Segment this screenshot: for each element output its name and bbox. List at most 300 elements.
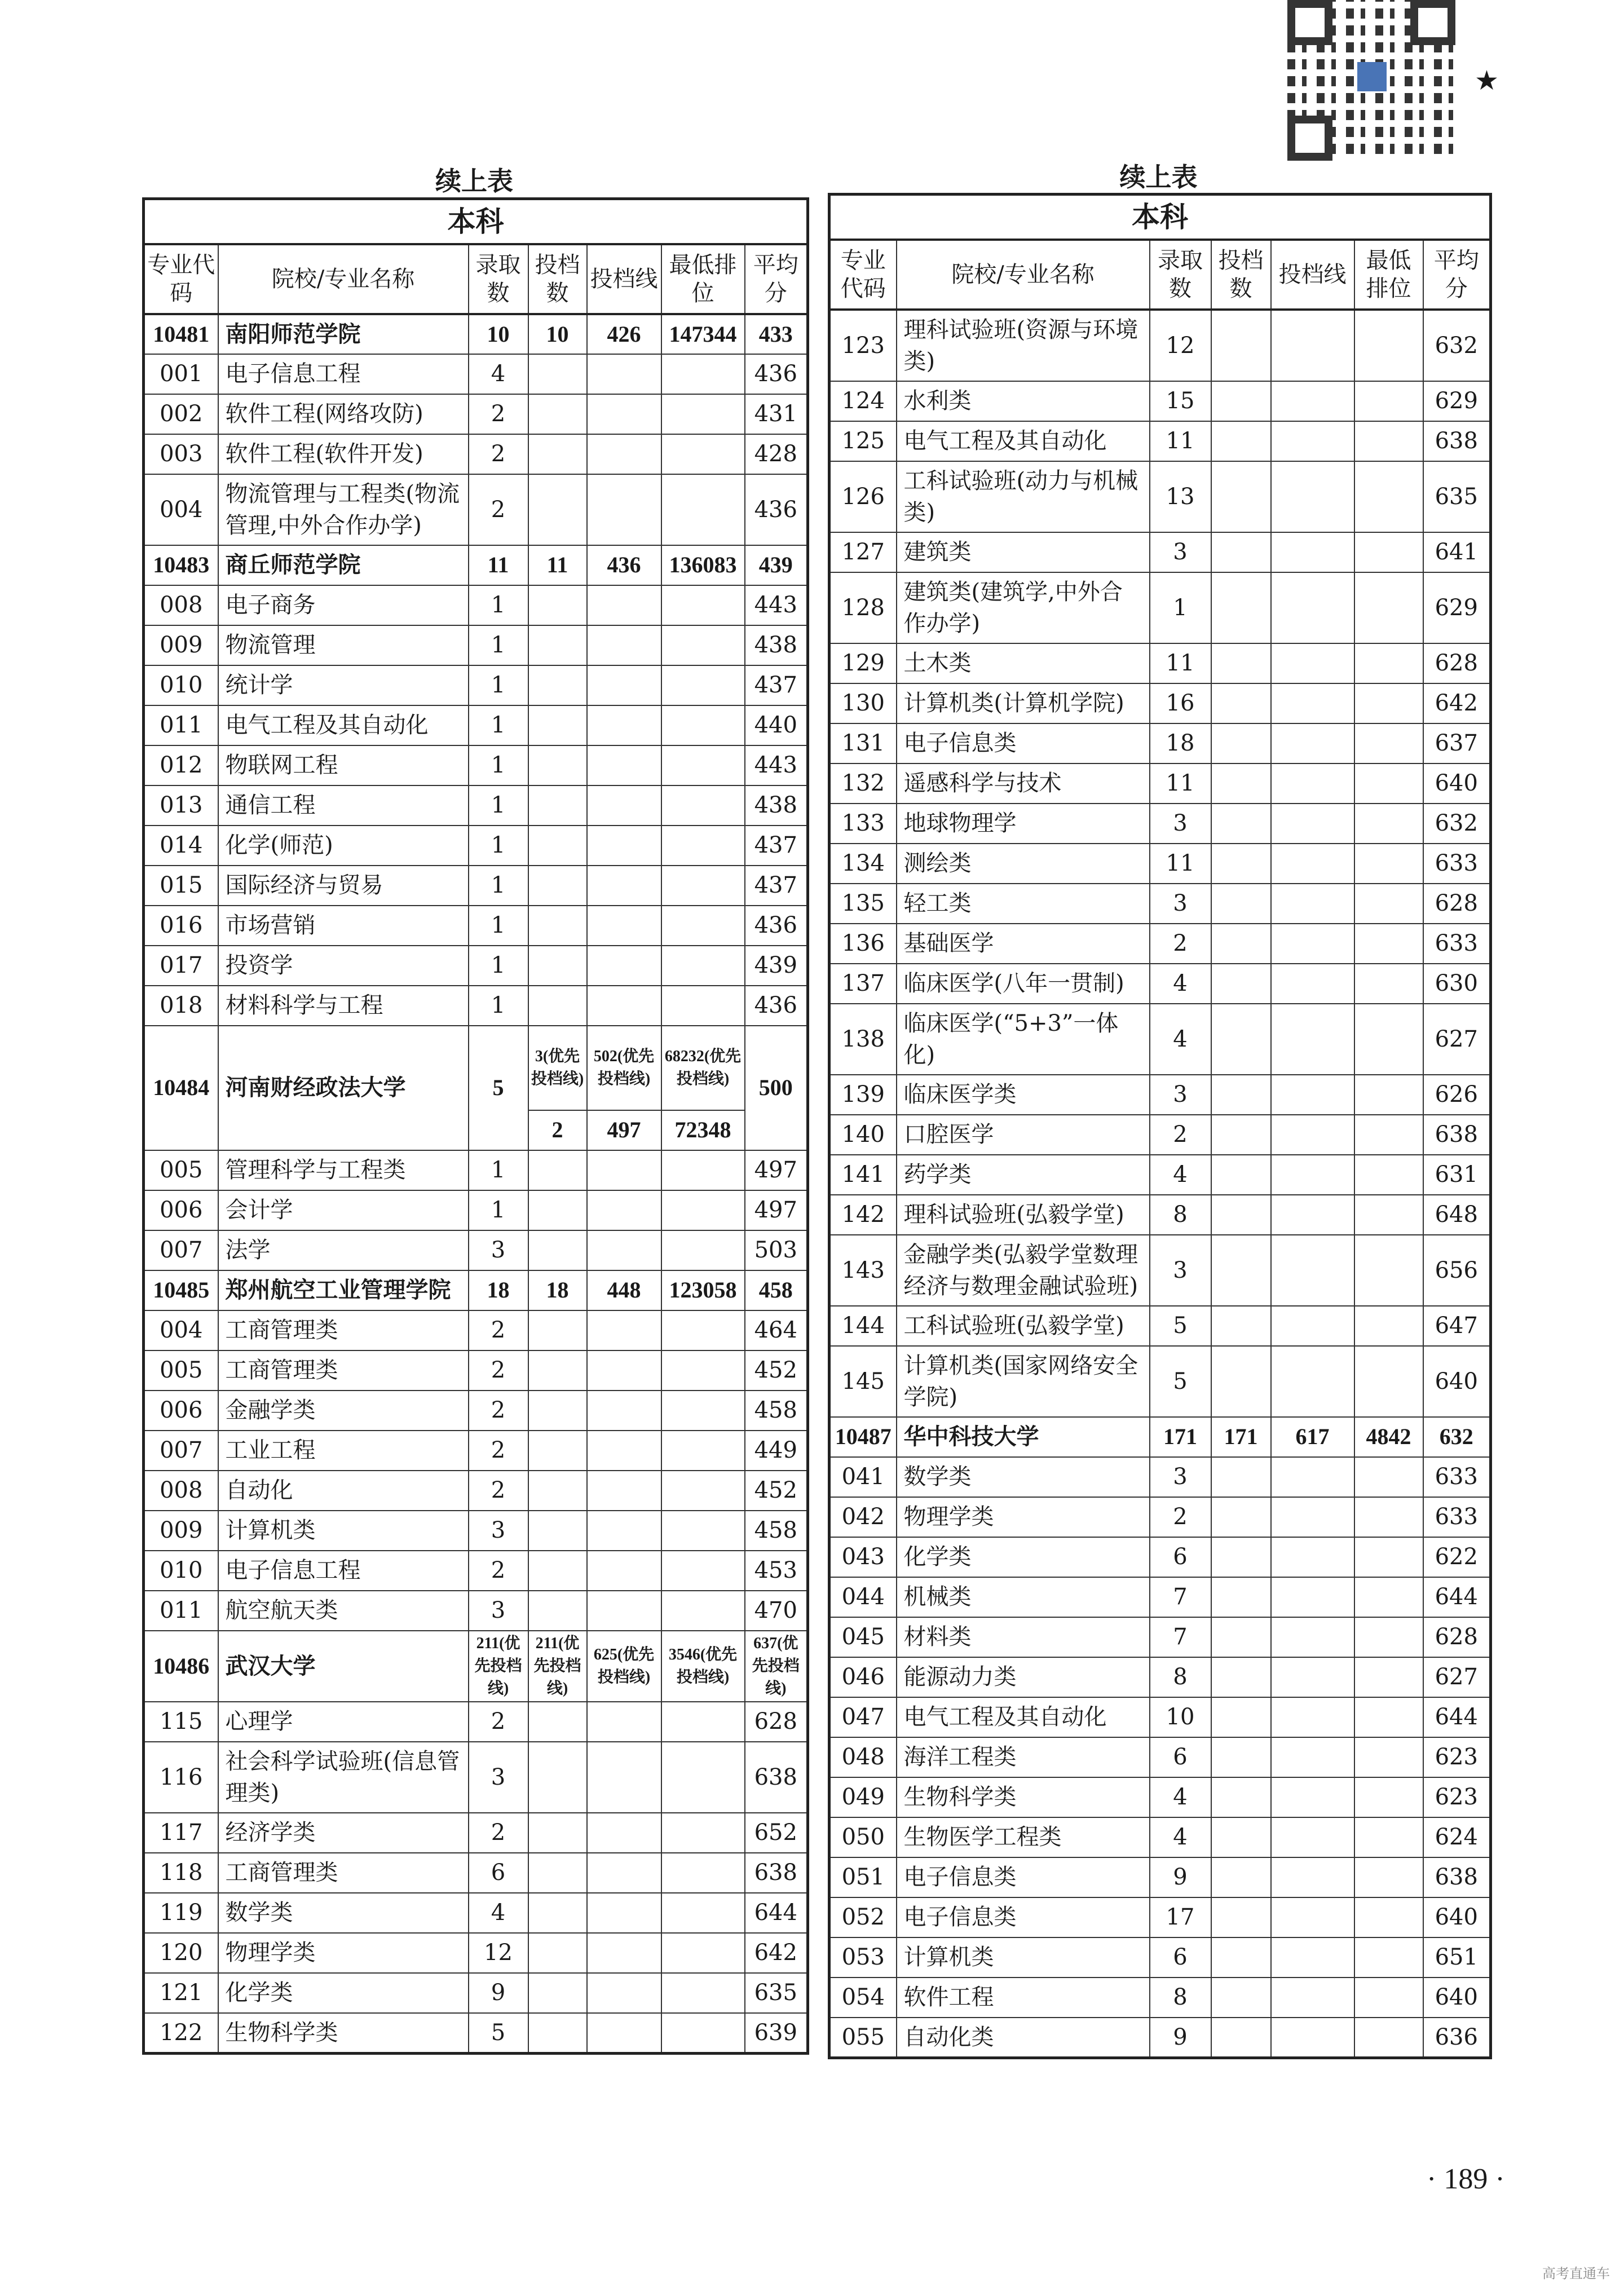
lowest-rank-cell — [661, 1310, 745, 1350]
code-cell: 128 — [829, 572, 897, 643]
filing-score-cell — [1271, 572, 1354, 643]
filed-count-cell — [528, 1933, 587, 1973]
major-row — [144, 1933, 808, 1973]
major-row — [144, 354, 808, 394]
average-score-cell: 623 — [1423, 1737, 1491, 1777]
major-row — [829, 1857, 1491, 1897]
filed-count-cell — [1211, 1004, 1271, 1075]
filing-score-cell — [587, 434, 661, 474]
name-cell: 软件工程 — [897, 1978, 1150, 2018]
admitted-cell: 2 — [469, 1350, 528, 1391]
average-score-cell: 644 — [1423, 1697, 1491, 1737]
admitted-cell: 5 — [469, 2013, 528, 2054]
filing-score-cell — [1271, 763, 1354, 804]
code-cell: 005 — [144, 1150, 218, 1190]
filed-count-cell — [528, 1310, 587, 1350]
average-score-cell: 440 — [745, 705, 808, 745]
average-score-cell: 632 — [1423, 1417, 1491, 1457]
average-score-cell: 458 — [745, 1391, 808, 1431]
name-cell: 生物医学工程类 — [897, 1817, 1150, 1857]
filing-score-cell — [587, 1511, 661, 1551]
filed-count-cell — [1211, 1195, 1271, 1235]
filing-score-cell: 448 — [587, 1270, 661, 1310]
average-score-cell: 639 — [745, 2013, 808, 2054]
lowest-rank-cell — [661, 394, 745, 434]
code-cell: 044 — [829, 1577, 897, 1617]
filed-count-cell — [528, 434, 587, 474]
major-row — [829, 964, 1491, 1004]
major-row — [144, 1350, 808, 1391]
name-cell: 郑州航空工业管理学院 — [218, 1270, 469, 1310]
filing-score-cell — [1271, 381, 1354, 421]
institution-row — [144, 1026, 808, 1110]
average-score-cell: 648 — [1423, 1195, 1491, 1235]
filed-count-cell — [1211, 1737, 1271, 1777]
filed-count-cell — [1211, 1978, 1271, 2018]
major-row — [829, 1004, 1491, 1075]
filed-count-cell — [528, 785, 587, 826]
column-header-name: 院校/专业名称 — [897, 240, 1150, 310]
filed-count-cell — [528, 946, 587, 986]
admitted-cell: 3 — [1150, 1457, 1211, 1497]
lowest-rank-cell: 147344 — [661, 314, 745, 354]
code-cell: 045 — [829, 1617, 897, 1657]
admitted-cell: 3 — [469, 1511, 528, 1551]
admitted-cell: 18 — [469, 1270, 528, 1310]
lowest-rank-cell: 72348 — [661, 1110, 745, 1150]
admitted-cell: 7 — [1150, 1577, 1211, 1617]
name-cell: 自动化类 — [897, 2018, 1150, 2058]
admitted-cell: 1 — [469, 745, 528, 785]
average-score-cell: 470 — [745, 1591, 808, 1631]
name-cell: 化学类 — [897, 1537, 1150, 1577]
name-cell: 计算机类(国家网络安全学院) — [897, 1346, 1150, 1417]
major-row — [829, 1306, 1491, 1346]
admitted-cell: 3 — [469, 1591, 528, 1631]
code-cell: 009 — [144, 1511, 218, 1551]
filing-score-cell — [587, 474, 661, 545]
name-cell: 电气工程及其自动化 — [218, 705, 469, 745]
code-cell: 121 — [144, 1973, 218, 2013]
filed-count-cell — [528, 1230, 587, 1270]
major-row — [829, 1155, 1491, 1195]
filed-count-cell — [1211, 1457, 1271, 1497]
filed-count-cell — [528, 1893, 587, 1933]
filing-score-cell — [1271, 1697, 1354, 1737]
admitted-cell: 2 — [1150, 1115, 1211, 1155]
code-cell: 138 — [829, 1004, 897, 1075]
filed-count-cell — [1211, 1577, 1271, 1617]
filing-score-cell — [587, 2013, 661, 2054]
lowest-rank-cell — [661, 1853, 745, 1893]
lowest-rank-cell — [1354, 924, 1423, 964]
admitted-cell: 1 — [469, 1150, 528, 1190]
code-cell: 140 — [829, 1115, 897, 1155]
admitted-cell: 4 — [469, 354, 528, 394]
code-cell: 144 — [829, 1306, 897, 1346]
filing-score-cell — [587, 354, 661, 394]
filed-count-cell — [1211, 1115, 1271, 1155]
major-row — [829, 2018, 1491, 2058]
code-cell: 010 — [144, 665, 218, 705]
average-score-cell: 627 — [1423, 1004, 1491, 1075]
filed-count-cell — [1211, 1075, 1271, 1115]
code-cell: 136 — [829, 924, 897, 964]
major-row — [144, 1551, 808, 1591]
name-cell: 经济学类 — [218, 1813, 469, 1853]
average-score-cell: 439 — [745, 946, 808, 986]
filed-count-cell — [528, 866, 587, 906]
lowest-rank-cell — [1354, 1697, 1423, 1737]
filed-count-cell — [1211, 683, 1271, 723]
filing-score-cell — [1271, 1937, 1354, 1978]
average-score-cell: 630 — [1423, 964, 1491, 1004]
admitted-cell: 171 — [1150, 1417, 1211, 1457]
average-score-cell: 633 — [1423, 844, 1491, 884]
average-score-cell: 443 — [745, 745, 808, 785]
name-cell: 统计学 — [218, 665, 469, 705]
name-cell: 数学类 — [897, 1457, 1150, 1497]
name-cell: 材料类 — [897, 1617, 1150, 1657]
column-header-filed-count: 投档数 — [1211, 240, 1271, 310]
name-cell: 海洋工程类 — [897, 1737, 1150, 1777]
filing-score-cell — [587, 1310, 661, 1350]
admitted-cell: 2 — [1150, 1497, 1211, 1537]
major-row — [829, 1457, 1491, 1497]
code-cell: 117 — [144, 1813, 218, 1853]
lowest-rank-cell — [1354, 381, 1423, 421]
admitted-cell: 2 — [469, 1471, 528, 1511]
code-cell: 042 — [829, 1497, 897, 1537]
code-cell: 050 — [829, 1817, 897, 1857]
lowest-rank-cell — [661, 1391, 745, 1431]
filing-score-cell — [1271, 1457, 1354, 1497]
institution-row — [829, 1417, 1491, 1457]
code-cell: 052 — [829, 1897, 897, 1937]
code-cell: 006 — [144, 1391, 218, 1431]
lowest-rank-cell — [661, 1350, 745, 1391]
admitted-cell: 11 — [469, 545, 528, 585]
code-cell: 005 — [144, 1350, 218, 1391]
average-score-cell: 638 — [1423, 1115, 1491, 1155]
lowest-rank-cell — [661, 1933, 745, 1973]
name-cell: 管理科学与工程类 — [218, 1150, 469, 1190]
code-cell: 120 — [144, 1933, 218, 1973]
major-row — [829, 1115, 1491, 1155]
lowest-rank-cell — [1354, 1897, 1423, 1937]
average-score-cell: 622 — [1423, 1537, 1491, 1577]
name-cell: 软件工程(网络攻防) — [218, 394, 469, 434]
filing-score-cell — [1271, 1075, 1354, 1115]
major-row — [829, 844, 1491, 884]
major-row — [144, 625, 808, 665]
average-score-cell: 436 — [745, 474, 808, 545]
filed-count-cell — [1211, 532, 1271, 572]
filing-score-cell: 502(优先投档线) — [587, 1026, 661, 1110]
filing-score-cell — [1271, 804, 1354, 844]
filing-score-cell — [587, 1591, 661, 1631]
admitted-cell: 10 — [469, 314, 528, 354]
code-cell: 003 — [144, 434, 218, 474]
name-cell: 测绘类 — [897, 844, 1150, 884]
name-cell: 电子信息类 — [897, 1857, 1150, 1897]
lowest-rank-cell — [661, 1893, 745, 1933]
code-cell: 124 — [829, 381, 897, 421]
average-score-cell: 644 — [745, 1893, 808, 1933]
average-score-cell: 640 — [1423, 1897, 1491, 1937]
filed-count-cell: 171 — [1211, 1417, 1271, 1457]
major-row — [144, 585, 808, 625]
filing-score-cell — [587, 1742, 661, 1813]
footer-brand: 高考直通车 — [1542, 2266, 1610, 2281]
lowest-rank-cell — [1354, 844, 1423, 884]
filing-score-cell: 436 — [587, 545, 661, 585]
filed-count-cell — [1211, 804, 1271, 844]
lowest-rank-cell: 136083 — [661, 545, 745, 585]
filed-count-cell — [1211, 1346, 1271, 1417]
filed-count-cell — [528, 665, 587, 705]
name-cell: 河南财经政法大学 — [218, 1026, 469, 1150]
filed-count-cell — [528, 1190, 587, 1230]
filing-score-cell — [1271, 310, 1354, 381]
filing-score-cell — [587, 1391, 661, 1431]
code-cell: 127 — [829, 532, 897, 572]
filing-score-cell — [1271, 1195, 1354, 1235]
filing-score-cell — [1271, 1346, 1354, 1417]
filing-score-cell — [587, 1551, 661, 1591]
filed-count-cell — [1211, 2018, 1271, 2058]
average-score-cell: 633 — [1423, 924, 1491, 964]
lowest-rank-cell — [661, 986, 745, 1026]
name-cell: 化学(师范) — [218, 826, 469, 866]
lowest-rank-cell — [661, 1190, 745, 1230]
filing-score-cell — [587, 1813, 661, 1853]
admitted-cell: 11 — [1150, 421, 1211, 461]
average-score-cell: 628 — [1423, 643, 1491, 683]
name-cell: 电子信息类 — [897, 1897, 1150, 1937]
column-header-filing-score: 投档线 — [1271, 240, 1354, 310]
lowest-rank-cell — [1354, 1817, 1423, 1857]
lowest-rank-cell — [661, 1431, 745, 1471]
code-cell: 053 — [829, 1937, 897, 1978]
column-header-average-score: 平均分 — [745, 244, 808, 314]
code-cell: 004 — [144, 1310, 218, 1350]
filed-count-cell — [528, 745, 587, 785]
average-score-cell: 629 — [1423, 381, 1491, 421]
admitted-cell: 9 — [1150, 2018, 1211, 2058]
admitted-cell: 2 — [469, 1813, 528, 1853]
filing-score-cell: 625(优先投档线) — [587, 1631, 661, 1702]
admitted-cell: 2 — [1150, 924, 1211, 964]
filing-score-cell: 617 — [1271, 1417, 1354, 1457]
major-row — [829, 421, 1491, 461]
filing-score-cell — [1271, 532, 1354, 572]
name-cell: 建筑类(建筑学,中外合作办学) — [897, 572, 1150, 643]
filed-count-cell — [528, 1742, 587, 1813]
admitted-cell: 17 — [1150, 1897, 1211, 1937]
continued-label-left: 续上表 — [435, 166, 513, 196]
name-cell: 市场营销 — [218, 906, 469, 946]
filed-count-cell — [1211, 1817, 1271, 1857]
admitted-cell: 6 — [1150, 1937, 1211, 1978]
average-score-cell: 637 — [1423, 723, 1491, 763]
name-cell: 电气工程及其自动化 — [897, 1697, 1150, 1737]
filing-score-cell — [587, 906, 661, 946]
name-cell: 电子信息工程 — [218, 1551, 469, 1591]
admitted-cell: 1 — [469, 866, 528, 906]
admitted-cell: 8 — [1150, 1195, 1211, 1235]
column-header-lowest-rank: 最低排位 — [661, 244, 745, 314]
lowest-rank-cell — [1354, 2018, 1423, 2058]
major-row — [144, 1893, 808, 1933]
admitted-cell: 3 — [469, 1742, 528, 1813]
admitted-cell: 9 — [469, 1973, 528, 2013]
admitted-cell: 15 — [1150, 381, 1211, 421]
filed-count-cell — [528, 2013, 587, 2054]
name-cell: 计算机类(计算机学院) — [897, 683, 1150, 723]
average-score-cell: 642 — [1423, 683, 1491, 723]
filing-score-cell — [1271, 1155, 1354, 1195]
admitted-cell: 18 — [1150, 723, 1211, 763]
average-score-cell: 439 — [745, 545, 808, 585]
code-cell: 132 — [829, 763, 897, 804]
admitted-cell: 2 — [469, 1391, 528, 1431]
filing-score-cell — [1271, 1777, 1354, 1817]
major-row — [144, 946, 808, 986]
filing-score-cell — [587, 785, 661, 826]
average-score-cell: 437 — [745, 826, 808, 866]
filing-score-cell — [1271, 1004, 1354, 1075]
admitted-cell: 211(优先投档线) — [469, 1631, 528, 1702]
average-score-cell: 458 — [745, 1270, 808, 1310]
major-row — [144, 1391, 808, 1431]
filing-score-cell — [587, 1853, 661, 1893]
section-title-row — [829, 195, 1491, 240]
code-cell: 051 — [829, 1857, 897, 1897]
lowest-rank-cell: 3546(优先投档线) — [661, 1631, 745, 1702]
filing-score-cell — [587, 625, 661, 665]
major-row — [829, 381, 1491, 421]
lowest-rank-cell: 123058 — [661, 1270, 745, 1310]
lowest-rank-cell — [1354, 421, 1423, 461]
admitted-cell: 1 — [469, 665, 528, 705]
name-cell: 金融学类 — [218, 1391, 469, 1431]
code-cell: 137 — [829, 964, 897, 1004]
average-score-cell: 640 — [1423, 1978, 1491, 2018]
filing-score-cell — [587, 946, 661, 986]
name-cell: 轻工类 — [897, 884, 1150, 924]
page-number: · 189 · — [1427, 2163, 1505, 2195]
name-cell: 生物科学类 — [218, 2013, 469, 2054]
average-score-cell: 635 — [1423, 461, 1491, 532]
filing-score-cell — [1271, 1115, 1354, 1155]
section-title-row — [144, 199, 808, 244]
admitted-cell: 5 — [1150, 1306, 1211, 1346]
name-cell: 理科试验班(弘毅学堂) — [897, 1195, 1150, 1235]
name-cell: 国际经济与贸易 — [218, 866, 469, 906]
lowest-rank-cell — [1354, 884, 1423, 924]
admitted-cell: 6 — [1150, 1537, 1211, 1577]
average-score-cell: 438 — [745, 785, 808, 826]
filing-score-cell — [587, 1471, 661, 1511]
average-score-cell: 437 — [745, 866, 808, 906]
name-cell: 药学类 — [897, 1155, 1150, 1195]
average-score-cell: 503 — [745, 1230, 808, 1270]
code-cell: 126 — [829, 461, 897, 532]
filing-score-cell — [1271, 1306, 1354, 1346]
code-cell: 10485 — [144, 1270, 218, 1310]
average-score-cell: 644 — [1423, 1577, 1491, 1617]
admitted-cell: 6 — [1150, 1737, 1211, 1777]
average-score-cell: 638 — [1423, 421, 1491, 461]
code-cell: 016 — [144, 906, 218, 946]
filed-count-cell — [528, 394, 587, 434]
average-score-cell: 641 — [1423, 532, 1491, 572]
filing-score-cell — [587, 705, 661, 745]
average-score-cell: 640 — [1423, 1346, 1491, 1417]
admitted-cell: 2 — [469, 434, 528, 474]
code-cell: 009 — [144, 625, 218, 665]
filed-count-cell — [528, 1511, 587, 1551]
filed-count-cell — [528, 986, 587, 1026]
major-row — [144, 826, 808, 866]
major-row — [829, 572, 1491, 643]
name-cell: 能源动力类 — [897, 1657, 1150, 1697]
filed-count-cell — [1211, 1235, 1271, 1306]
major-row — [829, 1075, 1491, 1115]
average-score-cell: 436 — [745, 906, 808, 946]
lowest-rank-cell — [661, 585, 745, 625]
column-header-admitted: 录取数 — [1150, 240, 1211, 310]
filing-score-cell — [587, 1350, 661, 1391]
filed-count-cell — [1211, 723, 1271, 763]
average-score-cell: 436 — [745, 354, 808, 394]
admitted-cell: 5 — [1150, 1346, 1211, 1417]
average-score-cell: 449 — [745, 1431, 808, 1471]
filing-score-cell — [1271, 461, 1354, 532]
code-cell: 141 — [829, 1155, 897, 1195]
filed-count-cell: 10 — [528, 314, 587, 354]
name-cell: 物理学类 — [897, 1497, 1150, 1537]
header-row — [829, 240, 1491, 310]
name-cell: 临床医学(八年一贯制) — [897, 964, 1150, 1004]
admitted-cell: 2 — [469, 1431, 528, 1471]
filing-score-cell — [587, 1702, 661, 1742]
name-cell: 社会科学试验班(信息管理类) — [218, 1742, 469, 1813]
admitted-cell: 1 — [469, 946, 528, 986]
average-score-cell: 632 — [1423, 804, 1491, 844]
filed-count-cell — [1211, 421, 1271, 461]
filed-count-cell — [1211, 884, 1271, 924]
name-cell: 土木类 — [897, 643, 1150, 683]
name-cell: 建筑类 — [897, 532, 1150, 572]
code-cell: 10486 — [144, 1631, 218, 1702]
code-cell: 139 — [829, 1075, 897, 1115]
lowest-rank-cell — [1354, 1457, 1423, 1497]
filed-count-cell: 3(优先投档线) — [528, 1026, 587, 1110]
code-cell: 131 — [829, 723, 897, 763]
filed-count-cell: 18 — [528, 1270, 587, 1310]
filed-count-cell — [528, 354, 587, 394]
average-score-cell: 635 — [745, 1973, 808, 2013]
filing-score-cell — [1271, 1497, 1354, 1537]
section-title: 本科 — [829, 195, 1491, 240]
name-cell: 材料科学与工程 — [218, 986, 469, 1026]
code-cell: 055 — [829, 2018, 897, 2058]
lowest-rank-cell — [661, 1973, 745, 2013]
filing-score-cell — [1271, 844, 1354, 884]
filing-score-cell — [1271, 683, 1354, 723]
